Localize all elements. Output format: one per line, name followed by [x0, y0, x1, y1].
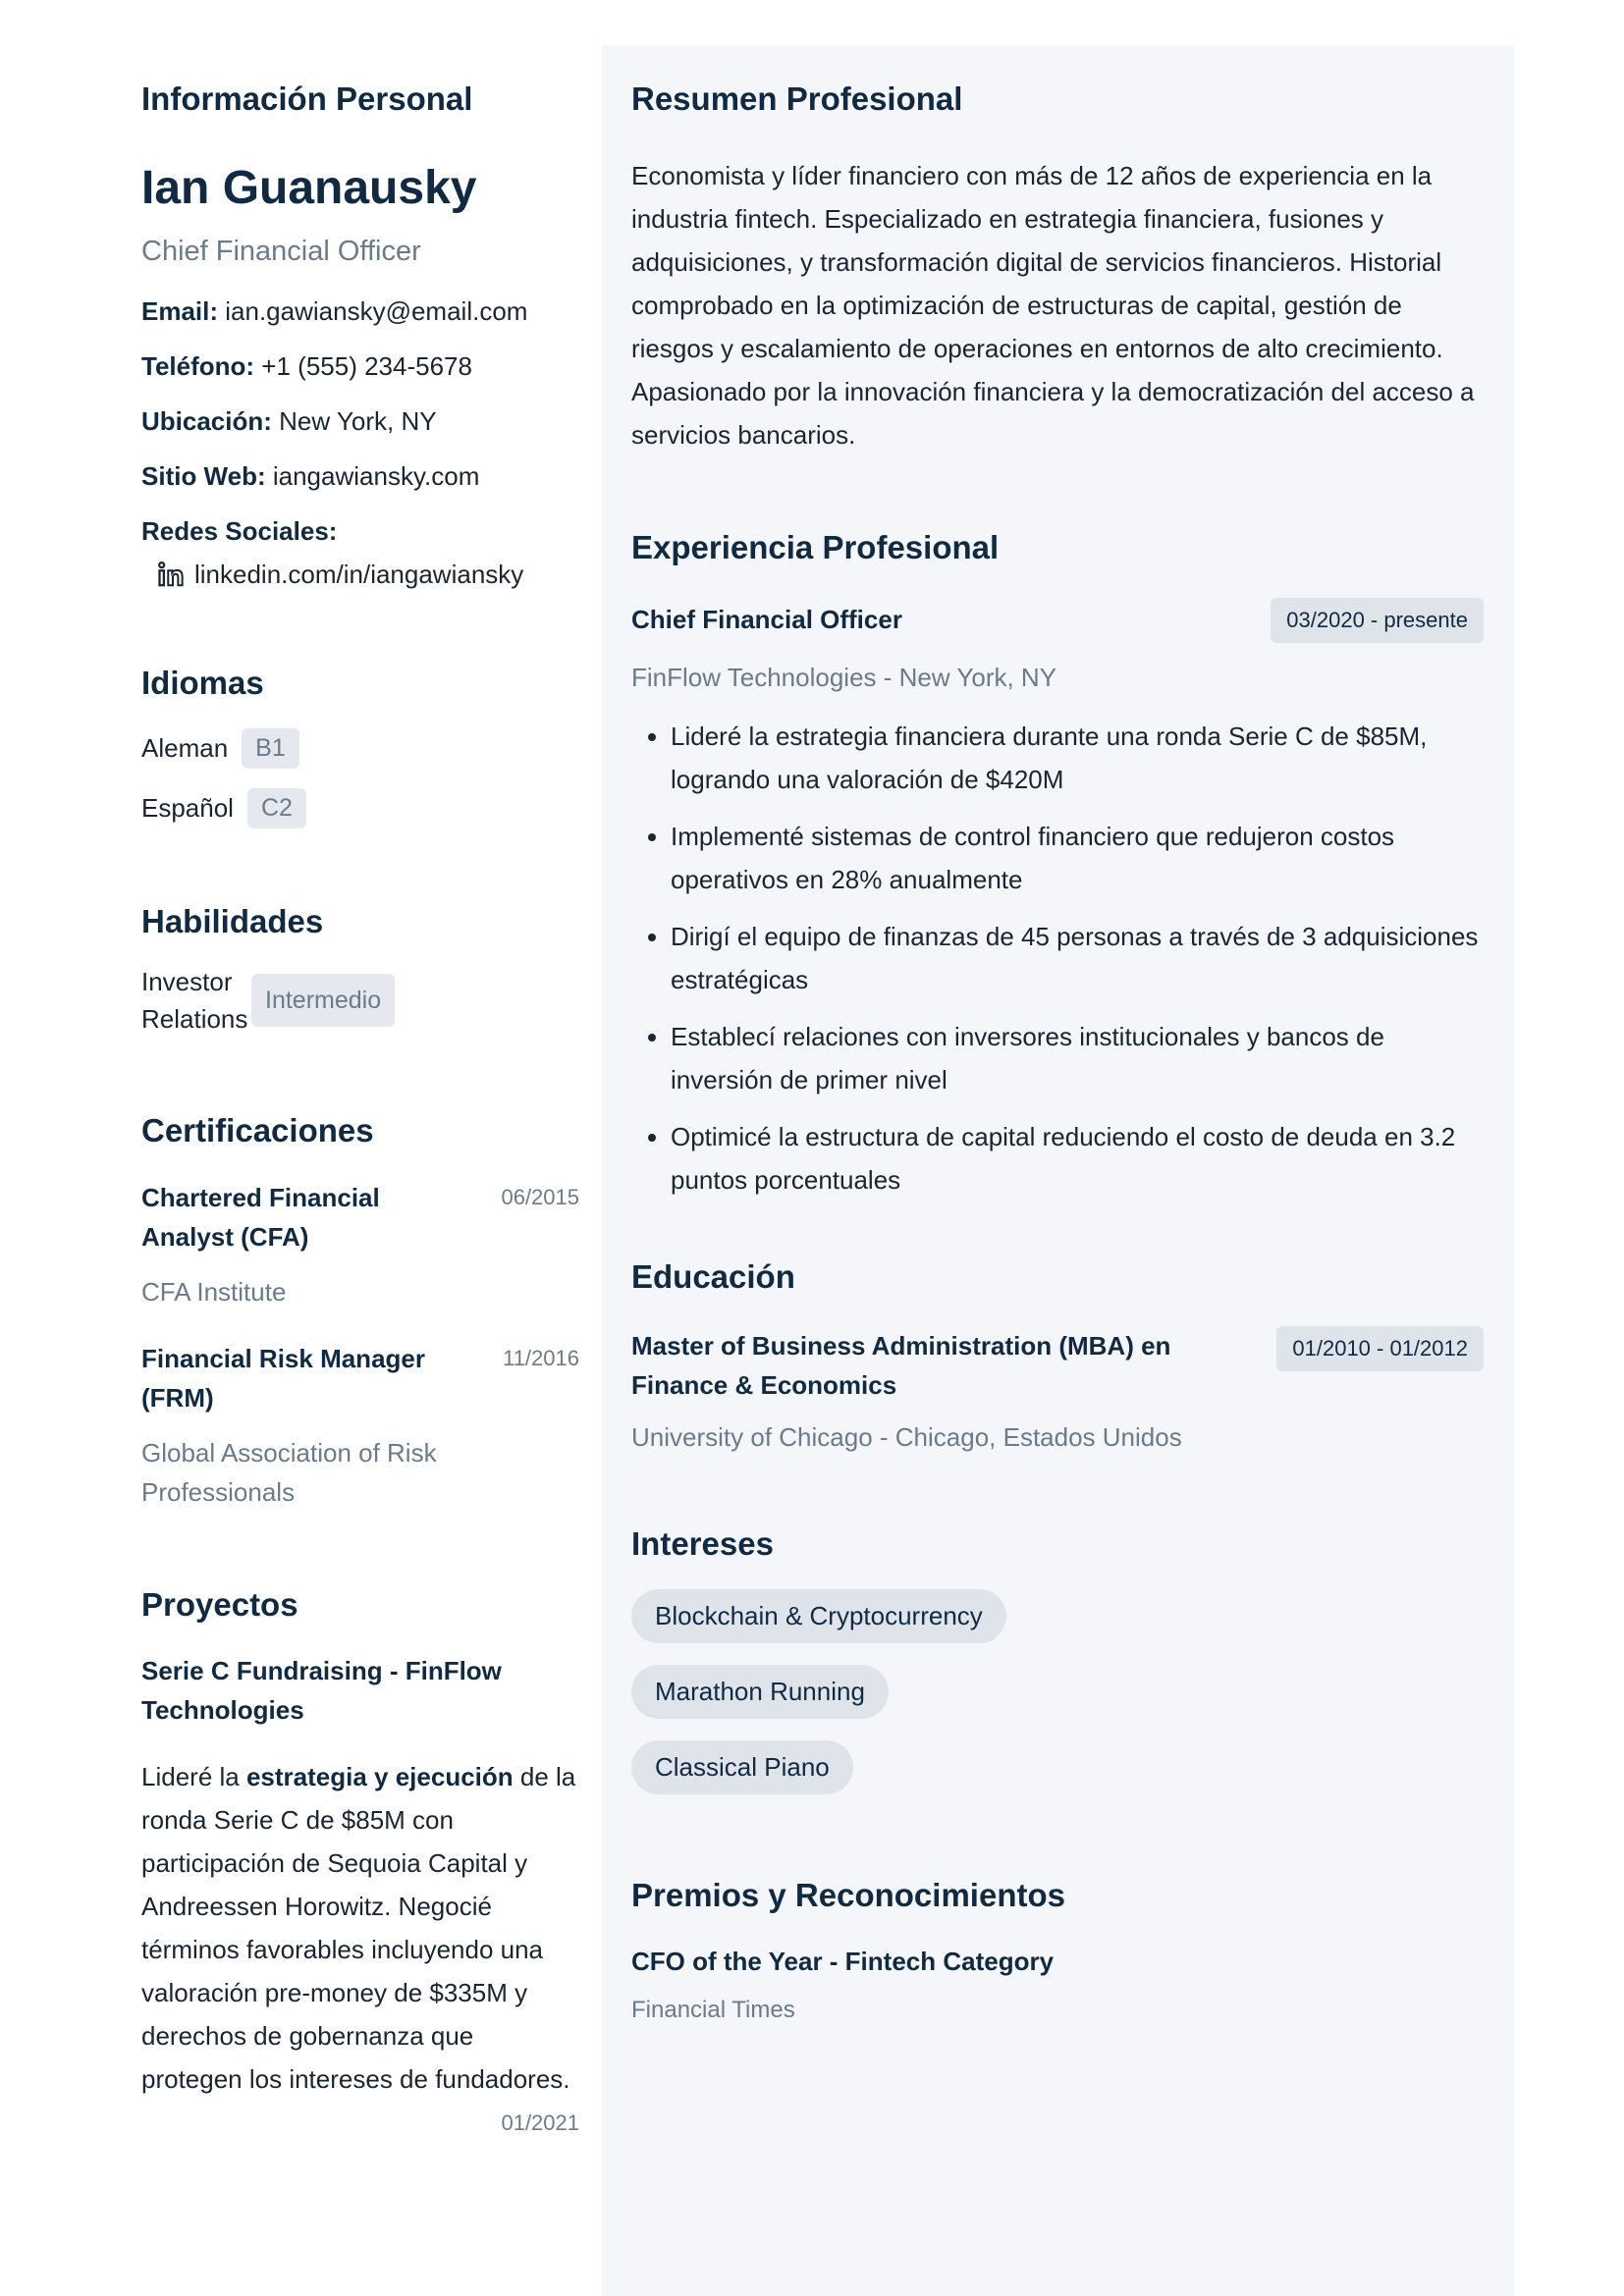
email-value[interactable]: ian.gawiansky@email.com — [225, 295, 528, 326]
email-label: Email: — [141, 295, 219, 326]
skill-level-badge: Intermedio — [251, 974, 395, 1027]
linkedin-row — [157, 560, 579, 590]
languages-section-title: Idiomas — [141, 664, 264, 701]
skills-section-title: Habilidades — [141, 902, 324, 939]
location-row — [141, 404, 579, 438]
project-desc-pre: Lideré la — [141, 1761, 246, 1791]
contact-info — [141, 294, 579, 590]
degree-date-badge: 01/2010 - 01/2012 — [1276, 1326, 1484, 1371]
skills-section — [141, 901, 579, 1038]
projects-section-title: Proyectos — [141, 1586, 298, 1624]
social-label: Redes Sociales: — [141, 515, 338, 546]
interest-chip: Marathon Running — [631, 1665, 889, 1719]
awards-section — [631, 1875, 1484, 2024]
project-desc-post: de la ronda Serie C de $85M con participación de Sequoia Capital y Andreessen Horowitz. Negocié términos favorables incluyendo una valoración pre-money de $335M y derechos de gobernanza que protegen los intereses de fundadores. — [141, 1761, 576, 2094]
certification-date: 11/2016 — [503, 1346, 579, 1371]
skill-name: Investor Relations — [141, 967, 248, 1035]
linkedin-icon — [157, 560, 187, 589]
interest-chip: Classical Piano — [631, 1740, 853, 1794]
certification-name: Chartered Financial Analyst (CFA) — [141, 1183, 380, 1253]
projects-section — [141, 1584, 579, 2135]
achievement-item: • Lideré la estrategia financiera durante una ronda Serie C de $85M, logrando una valoración de $420M — [671, 715, 1484, 801]
experience-item-header — [631, 598, 1484, 643]
achievement-item: • Optimicé la estructura de capital reduciendo el costo de deuda en 3.2 puntos porcentuales — [671, 1115, 1484, 1201]
achievement-item: • Establecí relaciones con inversores institucionales y bancos de inversión de primer nivel — [671, 1015, 1484, 1101]
left-column — [141, 79, 579, 2136]
achievement-item: • Implementé sistemas de control financiero que redujeron costos operativos en 28% anualmente — [671, 815, 1484, 901]
education-item-header — [631, 1326, 1484, 1405]
certifications-section — [141, 1110, 579, 1512]
email-row — [141, 294, 579, 328]
language-name: Aleman — [141, 732, 229, 763]
education-section-title: Educación — [631, 1257, 795, 1295]
experience-section — [631, 527, 1484, 1201]
education-section — [631, 1256, 1484, 1453]
project-desc-bold: estrategia y ejecución — [245, 1761, 514, 1791]
certification-org: CFA Institute — [141, 1277, 287, 1308]
role-achievements — [631, 715, 1484, 1201]
phone-row — [141, 349, 579, 383]
candidate-job-title: Chief Financial Officer — [141, 235, 421, 267]
right-column — [631, 79, 1484, 2024]
language-level-badge: C2 — [247, 788, 306, 828]
linkedin-link[interactable]: linkedin.com/in/iangawiansky — [194, 559, 524, 589]
social-row — [141, 514, 579, 548]
personal-section-title: Información Personal — [141, 80, 473, 117]
role-date-badge: 03/2020 - presente — [1271, 598, 1484, 643]
interest-chips — [631, 1589, 1484, 1816]
summary-section-title: Resumen Profesional — [631, 80, 963, 117]
certification-item — [141, 1339, 579, 1512]
role-title: Chief Financial Officer — [631, 605, 902, 634]
language-item — [141, 788, 579, 828]
candidate-name: Ian Guanausky — [141, 162, 477, 215]
summary-text: Economista y líder financiero con más de 12 años de experiencia en la industria fintech. Especializado en estrategia financiera, fusiones y adquisiciones, y transformación digital de servicios financieros. Historial comprobado en la optimización de estructuras de capital, gestión de riesgos y escalamiento de operaciones en entornos de alto crecimiento. Apasionado por la innovación financiera y la democratización del acceso a servicios bancarios. — [631, 161, 1475, 451]
role-company: FinFlow Technologies - New York, NY — [631, 662, 1057, 692]
project-date: 01/2021 — [501, 2109, 579, 2135]
experience-section-title: Experiencia Profesional — [631, 529, 1000, 566]
phone-value: +1 (555) 234-5678 — [261, 350, 472, 381]
website-row — [141, 459, 579, 493]
awards-section-title: Premios y Reconocimientos — [631, 1877, 1065, 1913]
phone-label: Teléfono: — [141, 350, 255, 381]
degree-title: Master of Business Administration (MBA) en Finance & Economics — [631, 1330, 1171, 1400]
language-item — [141, 728, 579, 769]
project-description — [141, 1755, 579, 2101]
location-value: New York, NY — [279, 405, 437, 436]
certification-item — [141, 1178, 579, 1311]
interest-chip: Blockchain & Cryptocurrency — [631, 1589, 1006, 1643]
certification-name: Financial Risk Manager (FRM) — [141, 1344, 425, 1414]
degree-institution: University of Chicago - Chicago, Estados Unidos — [631, 1421, 1182, 1452]
interests-section-title: Intereses — [631, 1524, 774, 1562]
languages-section — [141, 663, 579, 828]
certification-org: Global Association of Risk Professionals — [141, 1438, 437, 1508]
language-level-badge: B1 — [242, 728, 299, 769]
certifications-section-title: Certificaciones — [141, 1112, 374, 1149]
award-org: Financial Times — [631, 1997, 795, 2024]
language-name: Español — [141, 792, 234, 823]
project-name: Serie C Fundraising - FinFlow Technologies — [141, 1655, 502, 1725]
certification-date: 06/2015 — [501, 1185, 579, 1210]
website-link[interactable]: iangawiansky.com — [272, 460, 480, 491]
interests-section — [631, 1523, 1484, 1816]
website-label: Sitio Web: — [141, 460, 266, 491]
location-label: Ubicación: — [141, 405, 272, 436]
achievement-item: • Dirigí el equipo de finanzas de 45 personas a través de 3 adquisiciones estratégicas — [671, 915, 1484, 1001]
skill-item — [141, 963, 579, 1038]
award-name: CFO of the Year - Fintech Category — [631, 1947, 1055, 1977]
